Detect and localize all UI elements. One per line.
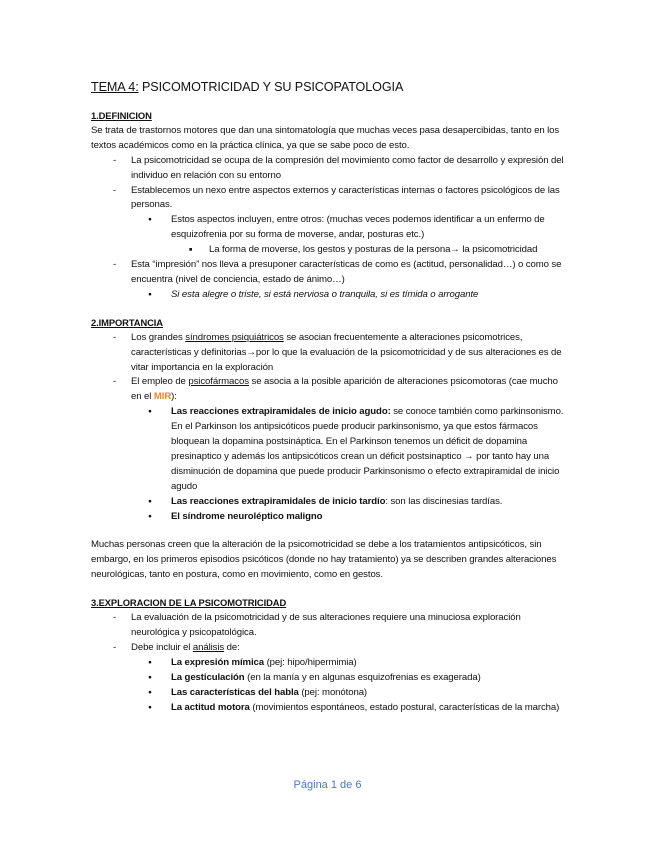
bold-term: Las características del habla (171, 686, 299, 698)
bold-term: La gesticulación (171, 671, 245, 683)
underlined-term: síndromes psiquiátricos (185, 331, 284, 343)
bold-term: La actitud motora (171, 701, 250, 713)
dash-item (91, 331, 569, 376)
bold-term: La expresión mímica (171, 656, 265, 668)
square-bullet-item: ■ La forma de moverse, los gestos y posturas de la persona→ la psicomotricidad (91, 243, 569, 258)
bold-term: Las reacciones extrapiramidales de inicio agudo: (171, 406, 391, 418)
dash-item: - Establecemos un nexo entre aspectos externos y características internas o factores psicológicos de las personas. (91, 184, 569, 214)
section-heading-importancia: 2.IMPORTANCIA (91, 316, 163, 328)
dash-item: - La psicomotricidad se ocupa de la compresión del movimiento como factor de desarrollo y expresión del individuo en relación con su entorno (91, 154, 569, 184)
text-run: (pej: monótona) (298, 686, 368, 698)
bullet-item (91, 510, 569, 525)
paragraph: Muchas personas creen que la alteración de la psicomotricidad se debe a los tratamientos antipsicóticos, sin embargo, en los primeros episodios psicóticos (donde no hay tratamiento) ya se describen grandes alteraciones neurológicas, tanto en postura, como en movimiento, como en gestos. (91, 539, 557, 581)
section-heading-exploracion: 3.EXPLORACION DE LA PSICOMOTRICIDAD (91, 597, 287, 609)
bullet-item (91, 701, 569, 716)
text-run: : son las discinesias tardías. (385, 495, 503, 507)
page-footer: Página 1 de 6 (293, 779, 362, 791)
bullet-item: ● Si esta alegre o triste, si está nerviosa o tranquila, si es tímida o arrogante (91, 288, 569, 303)
dash-item (91, 375, 569, 405)
bullet-item (91, 686, 569, 701)
text-run: de: (224, 641, 240, 653)
underlined-term: análisis (192, 641, 225, 653)
page-title (91, 78, 569, 96)
bullet-item (91, 656, 569, 671)
bold-term: Las reacciones extrapiramidales de inicio tardío (171, 495, 386, 507)
text-run: Los grandes (131, 331, 186, 343)
text-run: (en la manía y en algunas esquizofrenias es exagerada) (244, 671, 481, 683)
bullet-item (91, 405, 569, 494)
document-body (91, 78, 569, 715)
underlined-term: psicofármacos (188, 376, 249, 388)
title-prefix: TEMA 4: (91, 80, 139, 94)
text-run: se asocia a la posible aparición de alteraciones psicomotoras (cae mucho en el (131, 376, 558, 403)
dash-item (91, 641, 569, 656)
mir-highlight: MIR (153, 391, 172, 403)
dash-item: - Esta “impresión” nos lleva a presuponer características de como es (actitud, personalidad…) o como se encuentra (nivel de conciencia, estado de ánimo…) (91, 258, 569, 288)
bullet-item: ● Estos aspectos incluyen, entre otros: (muchas veces podemos identificar a un enfermo de esquizofrenia por su forma de moverse, andar, posturas etc.) (91, 213, 569, 243)
text-run: ): (171, 391, 177, 403)
text-run: (movimientos espontáneos, estado postural, características de la marcha) (249, 701, 560, 713)
section-heading-definicion: 1.DEFINICION (91, 110, 152, 121)
dash-item: - La evaluación de la psicomotricidad y de sus alteraciones requiere una minuciosa exploración neurológica y psicopatológica. (91, 611, 569, 641)
text-run: (pej: hipo/hipermimia) (264, 656, 357, 668)
bold-term: El síndrome neuroléptico maligno (171, 510, 323, 522)
bullet-item (91, 671, 569, 686)
text-run: Debe incluir el (131, 641, 193, 653)
text-run: se asocian frecuentemente a alteraciones psicomotrices, características y definitorias→por lo que la evaluación de la psicomotricidad y de sus alteraciones es de vitar importancia en la exploración (131, 331, 562, 373)
title-text: PSICOMOTRICIDAD Y SU PSICOPATOLOGIA (138, 80, 404, 94)
text-run: El empleo de (131, 376, 189, 388)
bullet-item (91, 495, 569, 510)
paragraph: Se trata de trastornos motores que dan una sintomatología que muchas veces pasa desapercibidas, tanto en los textos académicos como en la práctica clínica, ya que se sabe poco de esto. (91, 124, 560, 151)
text-run: se conoce también como parkinsonismo. En el Parkinson los antipsicóticos puede producir parkinsonismo, ya que estos fármacos bloquean la dopamina postsináptica. En el Parkinson tenemos un déficit de dopamina presinaptico y además los antipsicóticos crean un déficit postsinaptico → por tanto hay una disminución de dopamina que puede producir Parkinsonismo o efecto extrapiramidal de inicio agudo (171, 406, 564, 492)
